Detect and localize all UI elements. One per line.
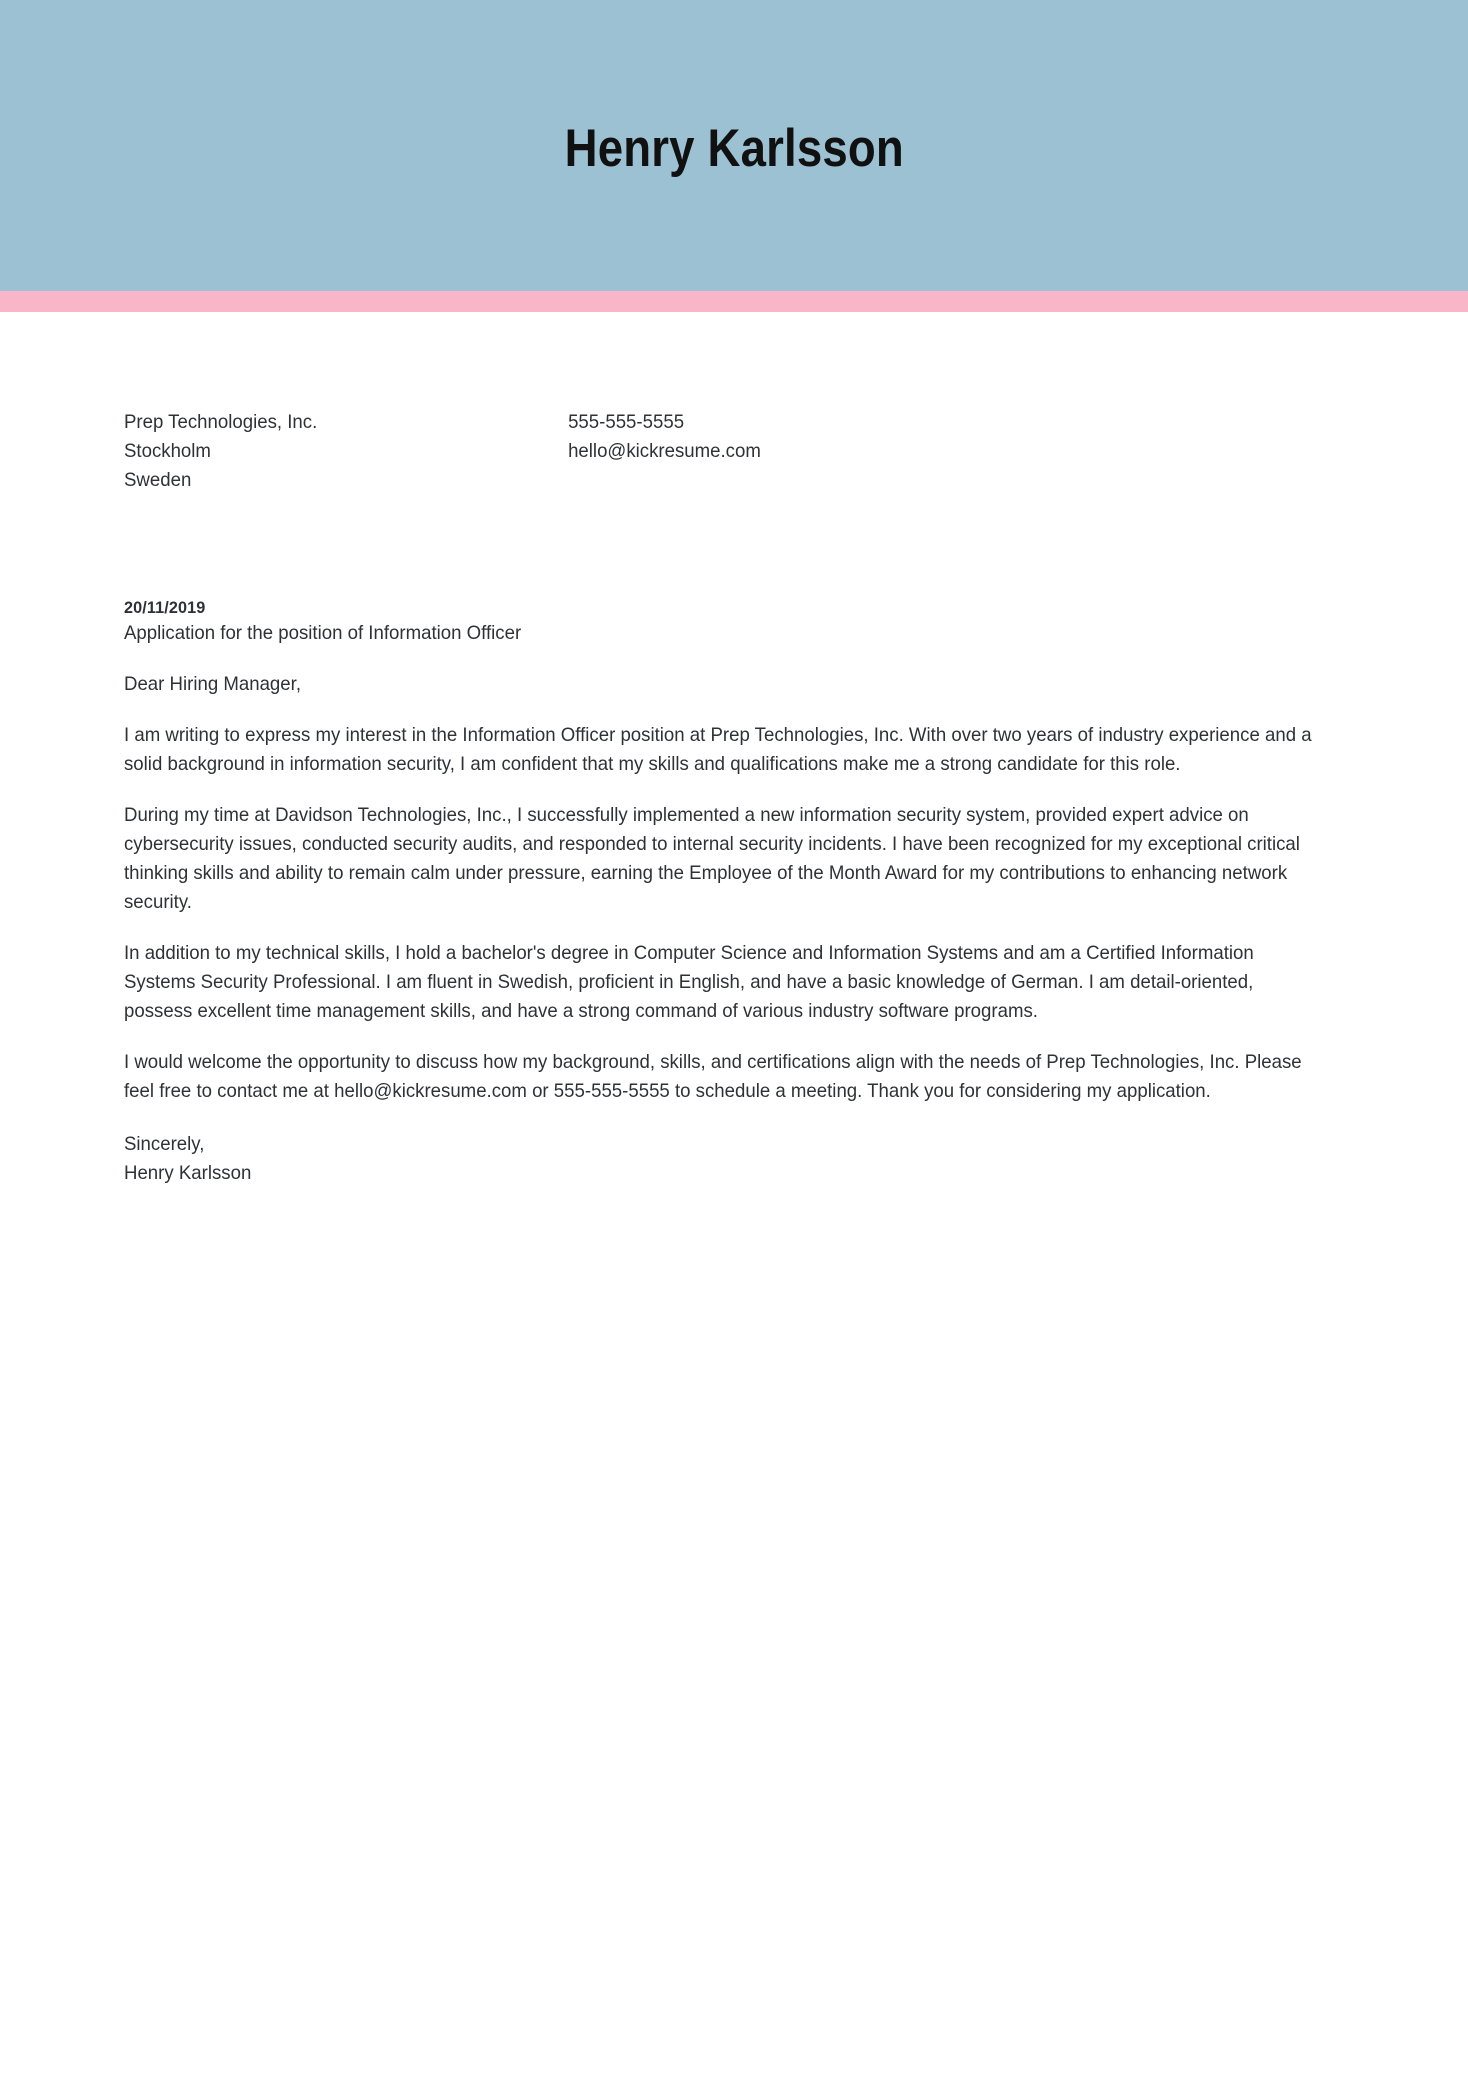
phone-number[interactable]: 555-555-5555 xyxy=(568,411,685,433)
recipient-address-column xyxy=(124,408,568,495)
letter-date: 20/11/2019 xyxy=(124,598,206,617)
letter-header-band xyxy=(0,0,1468,291)
letter-paragraph-2: During my time at Davidson Technologies, Inc., I successfully implemented a new information security system, provided expert advice on cybersecurity issues, conducted security audits, and responded to internal security incidents. I have been recognized for my exceptional critical thinking skills and ability to remain calm under pressure, earning the Employee of the Month Award for my contributions to enhancing network security. xyxy=(124,804,1300,913)
letter-closing-block xyxy=(124,1130,1366,1188)
letter-paragraph-1: I am writing to express my interest in the Information Officer position at Prep Technologies, Inc. With over two years of industry experience and a solid background in information security, I am confident that my skills and qualifications make me a strong candidate for this role. xyxy=(124,724,1312,775)
letter-body xyxy=(0,312,1468,1188)
date-subject-block xyxy=(124,596,1366,648)
letter-paragraph-3: In addition to my technical skills, I hold a bachelor's degree in Computer Science and Information Systems and am a Certified Information Systems Security Professional. I am fluent in Swedish, proficient in English, and have a basic knowledge of German. I am detail-oriented, possess excellent time management skills, and have a strong command of various industry software programs. xyxy=(124,942,1254,1022)
accent-divider-band xyxy=(0,291,1468,312)
letter-closing: Sincerely, xyxy=(124,1133,205,1155)
letter-text-block xyxy=(124,408,1366,1188)
contact-block xyxy=(124,408,1366,495)
letter-paragraph-4: I would welcome the opportunity to discuss how my background, skills, and certifications align with the needs of Prep Technologies, Inc. Please feel free to contact me at hello@kickresume.com or 555-555-5555 to schedule a meeting. Thank you for considering my application. xyxy=(124,1051,1302,1102)
page-title: Henry Karlsson xyxy=(564,118,904,178)
letter-subject: Application for the position of Information Officer xyxy=(124,622,522,644)
recipient-country: Sweden xyxy=(124,469,192,491)
letter-salutation: Dear Hiring Manager, xyxy=(124,673,302,695)
recipient-company: Prep Technologies, Inc. xyxy=(124,411,318,433)
recipient-city: Stockholm xyxy=(124,440,211,462)
sender-contact-column xyxy=(568,408,1365,466)
email-address[interactable]: hello@kickresume.com xyxy=(568,440,761,462)
letter-signature: Henry Karlsson xyxy=(124,1162,252,1184)
